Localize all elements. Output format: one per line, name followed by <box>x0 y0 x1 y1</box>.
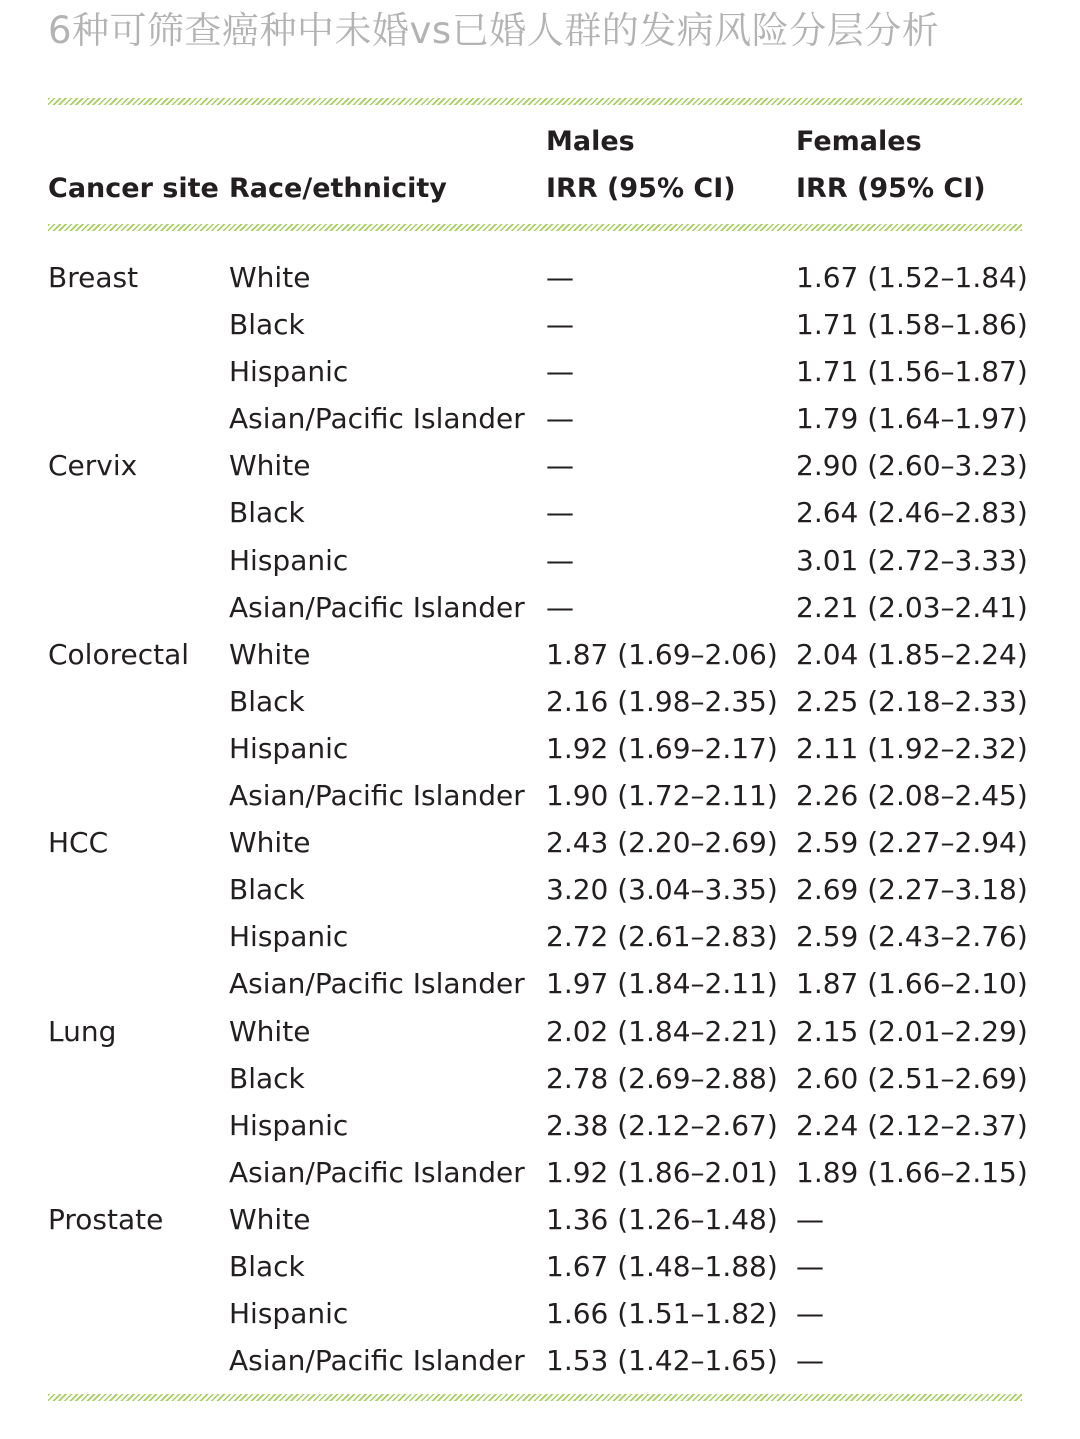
table-row <box>0 348 1080 395</box>
females-irr-cell: 1.87 (1.66–2.10) <box>796 967 1028 1001</box>
table-row <box>0 395 1080 442</box>
females-irr-cell: 2.04 (1.85–2.24) <box>796 637 1028 671</box>
females-irr-cell: 1.71 (1.56–1.87) <box>796 355 1028 389</box>
table-row <box>0 1337 1080 1384</box>
table-row <box>0 537 1080 584</box>
females-irr-cell: 2.90 (2.60–3.23) <box>796 449 1028 483</box>
table-row <box>0 819 1080 866</box>
females-irr-cell: 2.21 (2.03–2.41) <box>796 590 1028 624</box>
race-cell: Hispanic <box>229 355 349 389</box>
males-irr-cell: — <box>546 496 574 530</box>
race-cell: Hispanic <box>229 543 349 577</box>
females-irr-cell: 2.59 (2.43–2.76) <box>796 920 1028 954</box>
race-cell: Asian/Pacific Islander <box>229 402 525 436</box>
race-cell: Asian/Pacific Islander <box>229 1155 525 1189</box>
table-row <box>0 442 1080 489</box>
table-row <box>0 772 1080 819</box>
males-irr-cell: — <box>546 261 574 294</box>
cancer-site-cell: Cervix <box>48 449 138 483</box>
race-cell: Asian/Pacific Islander <box>229 590 525 624</box>
males-irr-cell: 2.02 (1.84–2.21) <box>546 1014 778 1048</box>
males-irr-cell: — <box>546 308 574 342</box>
males-irr-cell: 1.92 (1.69–2.17) <box>546 731 778 765</box>
males-irr-cell: 1.97 (1.84–2.11) <box>546 967 778 1001</box>
males-irr-cell: 3.20 (3.04–3.35) <box>546 873 778 907</box>
header-females-irr: IRR (95% CI) <box>796 173 986 204</box>
race-cell: Black <box>229 1249 305 1283</box>
header-rule <box>48 224 1022 231</box>
females-irr-cell: — <box>796 1297 824 1331</box>
header-cancer-site: Cancer site <box>48 173 219 204</box>
females-irr-cell: 2.15 (2.01–2.29) <box>796 1014 1028 1048</box>
header-females-group: Females <box>796 126 922 157</box>
males-irr-cell: 1.92 (1.86–2.01) <box>546 1155 778 1189</box>
females-irr-cell: 2.25 (2.18–2.33) <box>796 684 1028 718</box>
males-irr-cell: 1.36 (1.26–1.48) <box>546 1202 778 1236</box>
race-cell: Hispanic <box>229 920 349 954</box>
race-cell: Black <box>229 496 305 530</box>
females-irr-cell: — <box>796 1249 824 1283</box>
race-cell: Asian/Pacific Islander <box>229 967 525 1001</box>
table-row <box>0 254 1080 301</box>
females-irr-cell: 1.89 (1.66–2.15) <box>796 1155 1028 1189</box>
page-title: 6种可筛查癌种中未婚vs已婚人群的发病风险分层分析 <box>48 9 940 52</box>
males-irr-cell: 2.72 (2.61–2.83) <box>546 920 778 954</box>
females-irr-cell: 2.64 (2.46–2.83) <box>796 496 1028 530</box>
race-cell: White <box>229 826 311 860</box>
top-rule <box>48 98 1022 105</box>
header-males-irr: IRR (95% CI) <box>546 173 736 204</box>
table-row <box>0 1196 1080 1243</box>
table-row <box>0 960 1080 1007</box>
table-row <box>0 678 1080 725</box>
males-irr-cell: 2.78 (2.69–2.88) <box>546 1061 778 1095</box>
females-irr-cell: 2.69 (2.27–3.18) <box>796 873 1028 907</box>
males-irr-cell: 1.90 (1.72–2.11) <box>546 779 778 813</box>
table-row <box>0 866 1080 913</box>
table-row <box>0 631 1080 678</box>
table-row <box>0 1243 1080 1290</box>
race-cell: Black <box>229 308 305 342</box>
race-cell: Asian/Pacific Islander <box>229 1344 525 1378</box>
table-row <box>0 489 1080 536</box>
table-row <box>0 1149 1080 1196</box>
race-cell: White <box>229 449 311 483</box>
table-row <box>0 913 1080 960</box>
males-irr-cell: — <box>546 449 574 483</box>
header-males-group: Males <box>546 126 635 157</box>
females-irr-cell: 1.79 (1.64–1.97) <box>796 402 1028 436</box>
females-irr-cell: 2.26 (2.08–2.45) <box>796 779 1028 813</box>
table-row <box>0 1290 1080 1337</box>
males-irr-cell: 2.43 (2.20–2.69) <box>546 826 778 860</box>
race-cell: Asian/Pacific Islander <box>229 779 525 813</box>
males-irr-cell: 1.67 (1.48–1.88) <box>546 1249 778 1283</box>
cancer-site-cell: Prostate <box>48 1202 164 1236</box>
cancer-site-cell: Lung <box>48 1014 117 1048</box>
males-irr-cell: — <box>546 590 574 624</box>
table-row <box>0 725 1080 772</box>
females-irr-cell: 1.71 (1.58–1.86) <box>796 308 1028 342</box>
cancer-site-cell: Colorectal <box>48 637 190 671</box>
cancer-site-cell: HCC <box>48 826 109 860</box>
table-row <box>0 1102 1080 1149</box>
females-irr-cell: 2.11 (1.92–2.32) <box>796 731 1028 765</box>
table-row <box>0 1055 1080 1102</box>
table-row <box>0 584 1080 631</box>
table-row <box>0 301 1080 348</box>
race-cell: Hispanic <box>229 731 349 765</box>
males-irr-cell: — <box>546 402 574 436</box>
females-irr-cell: — <box>796 1202 824 1236</box>
race-cell: Black <box>229 873 305 907</box>
table-row <box>0 1008 1080 1055</box>
bottom-rule <box>48 1394 1022 1401</box>
females-irr-cell: 2.24 (2.12–2.37) <box>796 1108 1028 1142</box>
table-body <box>0 254 1080 1384</box>
race-cell: Black <box>229 1061 305 1095</box>
males-irr-cell: 1.53 (1.42–1.65) <box>546 1344 778 1378</box>
race-cell: White <box>229 261 311 294</box>
race-cell: White <box>229 1014 311 1048</box>
race-cell: Hispanic <box>229 1297 349 1331</box>
race-cell: Hispanic <box>229 1108 349 1142</box>
header-race-ethnicity: Race/ethnicity <box>229 173 447 204</box>
males-irr-cell: 2.38 (2.12–2.67) <box>546 1108 778 1142</box>
race-cell: White <box>229 1202 311 1236</box>
cancer-site-cell: Breast <box>48 261 139 294</box>
males-irr-cell: — <box>546 355 574 389</box>
males-irr-cell: 1.66 (1.51–1.82) <box>546 1297 778 1331</box>
females-irr-cell: — <box>796 1344 824 1378</box>
females-irr-cell: 1.67 (1.52–1.84) <box>796 261 1028 294</box>
males-irr-cell: 2.16 (1.98–2.35) <box>546 684 778 718</box>
males-irr-cell: — <box>546 543 574 577</box>
race-cell: White <box>229 637 311 671</box>
females-irr-cell: 2.60 (2.51–2.69) <box>796 1061 1028 1095</box>
females-irr-cell: 2.59 (2.27–2.94) <box>796 826 1028 860</box>
males-irr-cell: 1.87 (1.69–2.06) <box>546 637 778 671</box>
females-irr-cell: 3.01 (2.72–3.33) <box>796 543 1028 577</box>
race-cell: Black <box>229 684 305 718</box>
